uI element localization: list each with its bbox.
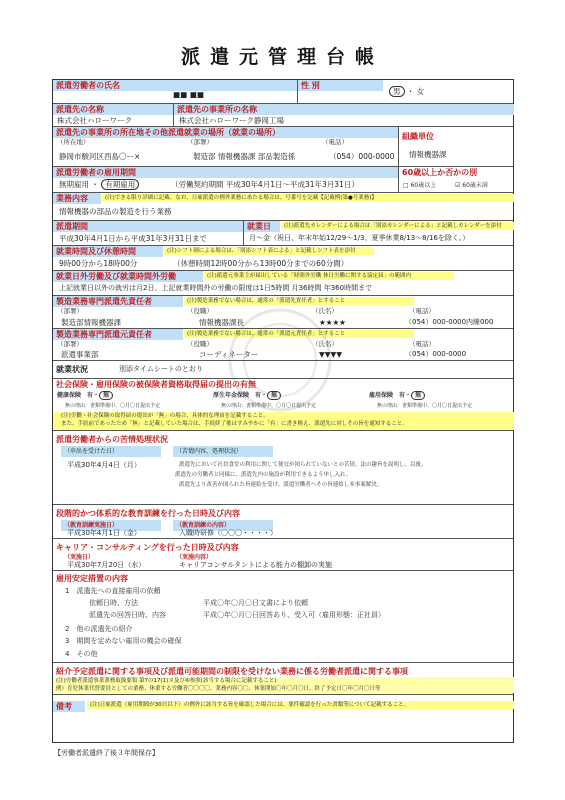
career-label: キャリア・コンサルティングを行った日時及び内容 [56,543,239,552]
client-manager-note: (注)製造業務でない場合は、通常の「派遣先責任者」とすること [184,297,414,305]
client-manager-tel: （054）000-0000内線000 [405,318,494,326]
complaint-date: 平成30年4月4日（月） [67,461,141,469]
client-office: 株式会社ハローワーク静岡工場 [179,116,284,125]
overtime-note: (注)派遣元事業主が届出している「時間外労働 休日労働に関する協定届」の範囲内 [204,272,454,280]
client-manager-role: 情報機器課長 [199,318,244,327]
work-label: 業務内容 [53,193,101,204]
unit-label: 組織単位 [402,132,434,141]
training-row: 段階的かつ体系的な教育訓練を行った日時及び内容 （教育訓練実施日） （教育訓練の内容） 平成30年4月1日（金） 入職時研修（〇〇〇・・・・） [53,504,513,538]
remarks-note: (注)日雇派遣（雇用期間が30日以下）の例外に該当する旨を確認した場合には、要件確認を行った書類等について記載すること。 [87,701,514,709]
agency-manager-dept: 派遣事業部 [61,350,99,359]
training-content: 入職時研修（〇〇〇・・・・） [179,529,277,537]
complaint-row: 派遣労働者からの苦情処理状況 （申出を受けた日） （苦情内容、処理状況） 平成30年4月4日（月） 派遣先において社員食堂の利用に関して便宜が図られていないとの苦情。法の趣旨を説明し、以後、 派遣先の労働者と同様に、派遣先内の施設が利用できるよう申し入れ。 派遣先より改善が図られた旨連絡を受け、派遣労働者へその旨連絡し本事案解決。 [53,430,513,504]
gender-label: 性 別 [298,80,383,91]
employment-type[interactable]: 無期雇用 ・ 有期雇用 [59,179,139,190]
gender-select[interactable]: 男 ・ 女 [389,86,424,97]
hours-row [53,245,513,270]
agency-manager-role: コーディネーター [199,350,259,359]
status-label: 就業状況 [56,365,88,374]
health-insurance[interactable]: 健康保険 有・ 無 [57,392,113,400]
dispatch-row [53,220,513,245]
work-row [53,192,513,220]
location-tel: （054）000-0000 [329,152,395,161]
agency-manager-label: 製造業務専門派遣元責任者 [53,329,183,340]
insurance-label: 社会保険・雇用保険の被保険者資格取得届の提出の有無 [56,380,256,389]
pension-insurance[interactable]: 厚生年金保険 有・ 無 [213,392,281,400]
remarks-label: 備考 [53,701,85,712]
hours-time: 9時00分から18時00分 [59,259,138,268]
gender-male: 男 [389,86,405,97]
status-value: 別添タイムシートのとおり [119,365,203,373]
client-manager-label: 製造業務専門派遣先責任者 [53,296,183,307]
dispatch-period: 平成30年4月1日から平成31年3月31日まで [59,234,207,243]
overtime-value: 上記就業日以外の就労は月2日、上記就業時間外の労働の限度は1日5時間 月36時間 年360時間まで [59,284,373,292]
page-title: 派遣元管理台帳 [180,46,384,68]
work-note: (注)できる限り詳細に記載。なお、日雇派遣の例外業務にあたる場合は、号番号を記載【記載例(第●号業務)】 [102,194,514,202]
days-label: 就業日 [244,221,280,232]
agency-manager-note: (注)製造業務でない場合は、通常の「派遣元責任者」とすること [184,330,414,338]
location-address: 静岡市駿河区西島〇ー× [59,152,141,161]
hours-label: 就業時間及び休憩時間 [53,246,163,257]
client-name: 株式会社ハローワーク [57,116,132,125]
career-row: キャリア・コンサルティングを行った日時及び内容 （実施日） （実施内容） 平成30年7月20日（水） キャリアコンサルタントによる能力の棚卸の実施 [53,538,513,570]
career-content: キャリアコンサルタントによる能力の棚卸の実施 [179,561,333,569]
worker-name-label: 派遣労働者の氏名 [53,80,297,91]
worker-row [53,80,513,103]
unit-value: 情報機器課 [409,150,447,159]
overtime-label: 就業日外労働及び就業時間外労働 [53,271,203,282]
client-manager-dept: 製造部情報機器課 [61,318,121,327]
training-date: 平成30年4月1日（金） [67,529,141,537]
insurance-note: (注)労働・社会保険の取得届の提出が「無」の場合、具体的な理由を記載すること。 また、手続前であったため「無」と記載していた場合は、手続終了後はすみやかに「有」に書き換え、派遣先に対しその旨を通知すること。 [53,412,514,430]
ledger-form [52,79,514,743]
stability-row: 雇用安定措置の内容 1 派遣先への直接雇用の依頼 依頼日時、方法 平成〇年〇月〇日文書により依頼 派遣先の回答日時、内容 平成〇年〇月〇日回答あり、受入可（雇用形態：正社員） 2 他の派遣先の紹介 3 期間を定めない雇用の機会の確保 4 その他 [53,570,513,662]
employment-label: 派遣労働者の雇用期間 [53,167,398,178]
agency-manager-tel: （054）000-0000 [405,350,467,358]
career-date: 平成30年7月20日（水） [67,561,146,569]
client-manager-row: 製造業務専門派遣先責任者 (注)製造業務でない場合は、通常の「派遣先責任者」とすること （部署） （役職） （氏名） （電話） 製造部情報機器課 情報機器課長 ★★★★ （054）000-0000内線000 [53,295,513,328]
location-row: 派遣先の事業所の所在地その他派遣就業の場所（就業の場所） （所在地） （部署） （電話） 静岡市駿河区西島〇ー× 製造部 情報機器課 部品製造係 （054）000-0000 組織単位 情報機器課 [53,126,513,166]
employment-period: （労働契約期間 平成30年4月1日～平成31年3月31日） [171,180,359,189]
remarks-row [53,694,513,742]
days-note: (注)派遣先カレンダーによる場合は「別添カレンダーによる」と記載しカレンダーを添付 [281,222,514,230]
intro-label: 紹介予定派遣に関する事項及び派遣可能期間の制限を受けない業務に係る労働者派遣に関する事項 [56,667,408,676]
hours-break: （休憩時間12時00分から13時00分までの60分間） [173,259,349,268]
insurance-row [53,378,513,430]
employment-fixed-selected: 有期雇用 [101,179,139,190]
client-name-label: 派遣先の名称 [53,104,173,115]
overtime-row [53,270,513,295]
employment-row [53,166,513,192]
agency-manager-row: 製造業務専門派遣元責任者 (注)製造業務でない場合は、通常の「派遣元責任者」とすること （部署） （役職） （氏名） （電話） 派遣事業部 コーディネーター ▼▼▼▼ （054）000-0000 [53,328,513,360]
client-office-label: 派遣先の事業所の名称 [174,104,514,115]
complaint-label: 派遣労働者からの苦情処理状況 [56,435,168,444]
location-label: 派遣先の事業所の所在地その他派遣就業の場所（就業の場所） [53,127,398,138]
age-label: 60歳以上か否かの別 [402,168,478,177]
stability-label: 雇用安定措置の内容 [56,574,128,583]
pension-reason: 無の理由：書類準備中、〇月〇日提出予定 [221,403,317,409]
employment-insurance[interactable]: 雇用保険 有・ 無 [369,392,425,400]
work-content: 情報機器の部品の製造を行う業務 [59,207,172,216]
intro-row: 紹介予定派遣に関する事項及び派遣可能期間の制限を受けない業務に係る労働者派遣に関する事項 (注)労働者派遣事業業務取扱要領 第7の17(1)ヌ及び⑥参照(該当する場合に記載すること) 例）育児休業代替要員としての業務、休業する労働者〇〇〇〇、業務内容〇〇、休業開始〇年〇月〇日、終了予定日〇年〇月〇日等 [53,662,513,694]
hours-note: (注)シフト制による場合は、「別添シフト表による」と記載しシフト表を添付 [164,247,374,255]
agency-manager-name: ▼▼▼▼ [319,350,343,359]
employment-reason: 無の理由：書類準備中、〇月〇日提出予定 [377,403,473,409]
location-dept: 製造部 情報機器課 部品製造係 [193,152,296,161]
health-reason: 無の理由：書類準備中、〇月〇日提出予定 [65,403,161,409]
age-under-checkbox[interactable]: ☑ 60歳未満 [455,182,488,189]
gender-female: 女 [416,87,425,96]
age-over-checkbox[interactable]: □ 60歳以上 [403,182,437,189]
footer-note: 【労働者派遣終了後３年間保存】 [54,749,159,757]
client-row [53,103,513,126]
status-row [53,360,513,378]
dispatch-label: 派遣期間 [53,221,243,232]
worker-name: ■■ ■■ [173,90,204,99]
training-label: 段階的かつ体系的な教育訓練を行った日時及び内容 [56,509,240,518]
client-manager-name: ★★★★ [319,318,346,327]
days-value: 月～金（祝日、年末年始12/29～1/3、夏季休業8/13～8/16を除く。） [249,234,470,242]
